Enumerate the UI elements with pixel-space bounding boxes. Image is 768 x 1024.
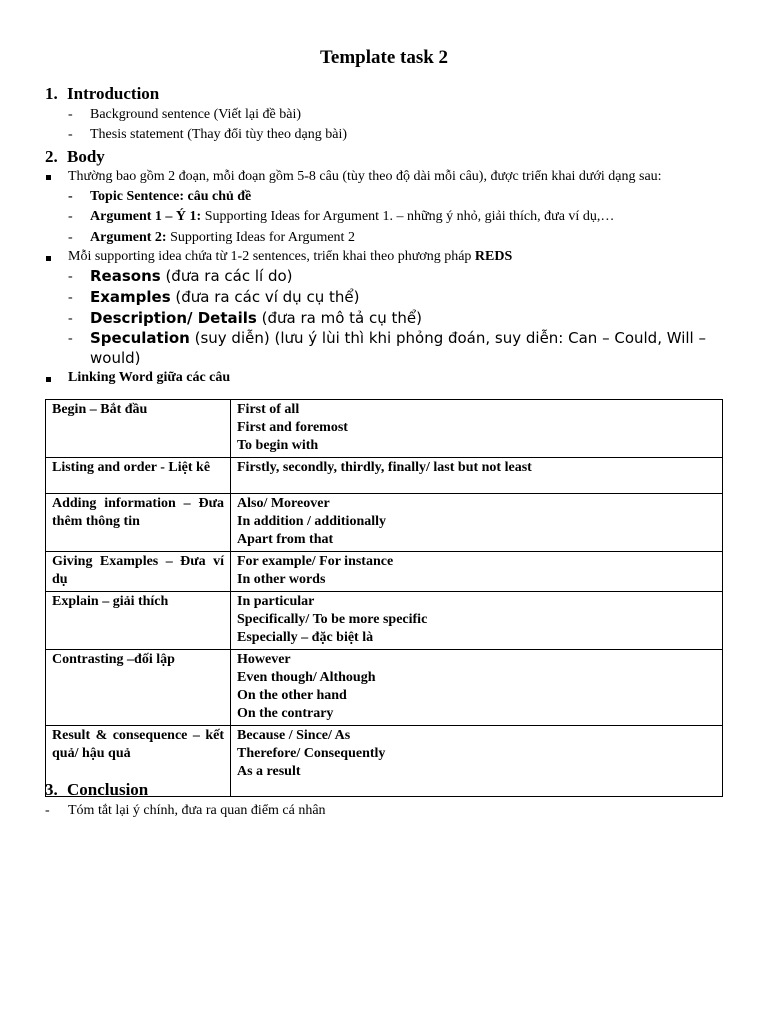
dash-bullet: - bbox=[68, 230, 73, 245]
body-bullet-paragraph-structure: Thường bao gồm 2 đoạn, mỗi đoạn gồm 5-8 câu (tùy theo độ dài mỗi câu), được triển khai dưới dạng sau: bbox=[68, 169, 662, 184]
square-bullet-icon bbox=[46, 256, 51, 261]
reds-item-text: (đưa ra các lí do) bbox=[160, 267, 293, 285]
linking-word: Also/ Moreover bbox=[237, 496, 330, 511]
reds-intro-text: Mỗi supporting idea chứa từ 1-2 sentences, triển khai theo phương pháp bbox=[68, 249, 475, 264]
linking-word: In particular bbox=[237, 594, 315, 609]
reds-item-text: (đưa ra mô tả cụ thể) bbox=[256, 309, 422, 327]
section-heading-introduction bbox=[45, 84, 159, 104]
table-row bbox=[46, 458, 723, 494]
table-words-cell bbox=[231, 458, 723, 494]
dash-bullet: - bbox=[68, 209, 73, 224]
linking-word: As a result bbox=[237, 764, 301, 779]
square-bullet-icon bbox=[46, 377, 51, 382]
linking-word: Firstly, secondly, thirdly, finally/ last but not least bbox=[237, 460, 532, 475]
table-category-cell: Explain – giải thích bbox=[46, 592, 231, 650]
table-row bbox=[46, 650, 723, 726]
section-title: Conclusion bbox=[67, 780, 149, 799]
reds-item-text: (đưa ra các ví dụ cụ thể) bbox=[170, 288, 360, 306]
reds-item-description bbox=[90, 309, 422, 327]
dash-bullet: - bbox=[68, 290, 73, 305]
page-title: Template task 2 bbox=[319, 47, 449, 68]
reds-item-label: Speculation bbox=[90, 329, 190, 347]
section-title: Introduction bbox=[67, 84, 160, 103]
linking-word: Even though/ Although bbox=[237, 670, 376, 685]
reds-item-examples bbox=[90, 288, 359, 306]
table-category-cell: Adding information – Đưa thêm thông tin bbox=[46, 494, 231, 552]
reds-item-label: Description/ Details bbox=[90, 309, 257, 327]
table-words-cell bbox=[231, 552, 723, 592]
table-category-cell: Result & consequence – kết quả/ hậu quả bbox=[46, 726, 231, 797]
argument-1 bbox=[90, 209, 614, 225]
linking-word: Because / Since/ As bbox=[237, 728, 351, 743]
linking-word: For example/ For instance bbox=[237, 554, 394, 569]
table-category-cell: Listing and order - Liệt kê bbox=[46, 458, 231, 494]
square-bullet-icon bbox=[46, 175, 51, 180]
dash-bullet: - bbox=[45, 803, 50, 818]
dash-bullet: - bbox=[68, 107, 73, 122]
table-row bbox=[46, 400, 723, 458]
dash-bullet: - bbox=[68, 269, 73, 284]
intro-item: Background sentence (Viết lại đề bài) bbox=[90, 107, 302, 122]
section-heading-conclusion bbox=[45, 780, 148, 800]
argument-2 bbox=[90, 230, 355, 246]
conclusion-item: Tóm tắt lại ý chính, đưa ra quan điểm cá nhân bbox=[68, 803, 326, 818]
table-words-cell bbox=[231, 726, 723, 797]
reds-item-reasons bbox=[90, 267, 293, 285]
linking-word: However bbox=[237, 652, 291, 667]
table-words-cell bbox=[231, 494, 723, 552]
linking-word: On the contrary bbox=[237, 706, 334, 721]
linking-word: To begin with bbox=[237, 438, 319, 453]
body-bullet-reds bbox=[68, 249, 512, 265]
linking-word: In addition / additionally bbox=[237, 514, 387, 529]
reds-label: REDS bbox=[474, 249, 513, 264]
table-words-cell bbox=[231, 400, 723, 458]
section-number: 1. bbox=[45, 84, 58, 103]
section-heading-body bbox=[45, 147, 105, 167]
argument-1-label: Argument 1 – Ý 1: bbox=[90, 209, 202, 224]
argument-2-label: Argument 2: bbox=[90, 230, 167, 245]
linking-word-heading: Linking Word giữa các câu bbox=[68, 370, 231, 385]
section-number: 2. bbox=[45, 147, 58, 166]
argument-2-text: Supporting Ideas for Argument 2 bbox=[166, 230, 355, 245]
linking-word: Apart from that bbox=[237, 532, 334, 547]
linking-word: First of all bbox=[237, 402, 300, 417]
table-words-cell bbox=[231, 650, 723, 726]
dash-bullet: - bbox=[68, 127, 73, 142]
linking-word: Especially – đặc biệt là bbox=[237, 630, 374, 645]
argument-1-text: Supporting Ideas for Argument 1. – những ý nhỏ, giải thích, đưa ví dụ,… bbox=[201, 209, 615, 224]
reds-item-label: Examples bbox=[90, 288, 171, 306]
table-row bbox=[46, 592, 723, 650]
table-category-cell: Begin – Bắt đầu bbox=[46, 400, 231, 458]
dash-bullet: - bbox=[68, 311, 73, 326]
reds-item-label: Reasons bbox=[90, 267, 161, 285]
table-row bbox=[46, 494, 723, 552]
dash-bullet: - bbox=[68, 189, 73, 204]
linking-word: First and foremost bbox=[237, 420, 348, 435]
section-number: 3. bbox=[45, 780, 58, 799]
intro-item: Thesis statement (Thay đổi tùy theo dạng bài) bbox=[90, 127, 347, 142]
section-title: Body bbox=[67, 147, 105, 166]
reds-item-speculation bbox=[90, 329, 706, 347]
linking-word: On the other hand bbox=[237, 688, 347, 703]
reds-item-text: (suy diễn) (lưu ý lùi thì khi phỏng đoán, suy diễn: Can – Could, Will – bbox=[189, 329, 706, 347]
reds-item-speculation-cont: would) bbox=[90, 349, 141, 367]
table-words-cell bbox=[231, 592, 723, 650]
topic-sentence: Topic Sentence: câu chủ đề bbox=[90, 189, 252, 204]
table-category-cell: Contrasting –đối lập bbox=[46, 650, 231, 726]
linking-words-table bbox=[45, 399, 723, 797]
linking-word: Therefore/ Consequently bbox=[237, 746, 386, 761]
linking-word: Specifically/ To be more specific bbox=[237, 612, 428, 627]
dash-bullet: - bbox=[68, 331, 73, 346]
table-category-cell: Giving Examples – Đưa ví dụ bbox=[46, 552, 231, 592]
table-row bbox=[46, 552, 723, 592]
linking-word: In other words bbox=[237, 572, 326, 587]
